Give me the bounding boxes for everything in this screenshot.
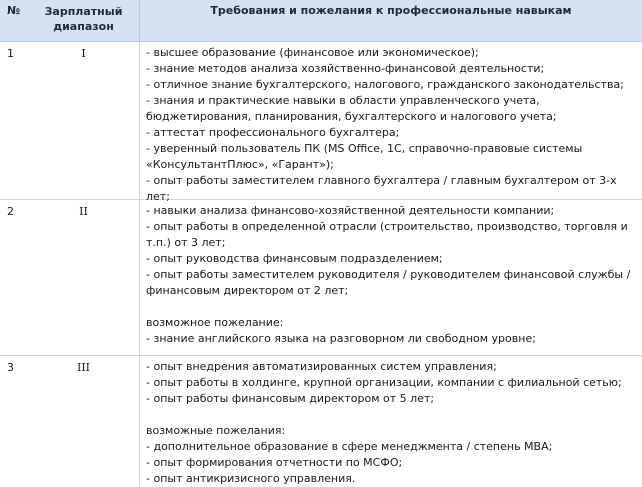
row-requirements: [139, 200, 642, 355]
requirement-item: - опыт работы в холдинге, крупной организации, компании с филиальной сетью;: [146, 376, 622, 389]
wish-item: - опыт формирования отчетности по МСФО;: [146, 456, 403, 469]
wish-item: - дополнительное образование в сфере менеджмента / степень MBA;: [146, 440, 553, 453]
requirement-item: - опыт работы в определенной отрасли (строительство, производство, торговля и т.п.) от 3 лет;: [146, 220, 628, 249]
table-row: [0, 200, 642, 356]
spacer: [146, 299, 638, 315]
header-salary-range: [28, 0, 139, 41]
row-num: 2: [7, 205, 14, 218]
requirement-item: - опыт руководства финансовым подразделением;: [146, 252, 443, 265]
requirement-item: - навыки анализа финансово-хозяйственной деятельности компании;: [146, 204, 555, 217]
row-requirements: [139, 356, 642, 487]
requirement-item: - опыт работы заместителем главного бухгалтера / главным бухгалтером от 3-х лет;: [146, 174, 617, 203]
wish-item: - опыт антикризисного управления.: [146, 472, 356, 485]
row-range: II: [79, 205, 88, 218]
table-header: [0, 0, 642, 42]
wish-item: - знание английского языка на разговорном ли свободном уровне;: [146, 332, 536, 345]
spacer: [146, 407, 638, 423]
requirement-item: - высшее образование (финансовое или экономическое);: [146, 46, 479, 59]
wish-title: возможные пожелания:: [146, 424, 286, 437]
requirement-item: - опыт работы заместителем руководителя / руководителем финансовой службы / финансовым директором от 2 лет;: [146, 268, 631, 297]
wish-title: возможное пожелание:: [146, 316, 284, 329]
table-row: [0, 42, 642, 203]
requirement-item: - уверенный пользователь ПК (MS Office, 1С, справочно-правовые системы «КонсультантПлюс», «Гарант»);: [146, 142, 583, 171]
row-num: 1: [7, 47, 14, 60]
requirement-item: - отличное знание бухгалтерского, налогового, гражданского законодательства;: [146, 78, 624, 91]
requirement-item: - знание методов анализа хозяйственно-финансовой деятельности;: [146, 62, 545, 75]
requirement-item: - опыт работы финансовым директором от 5 лет;: [146, 392, 435, 405]
row-requirements: [139, 42, 642, 203]
row-range: I: [81, 47, 86, 60]
header-requirements: Требования и пожелания к профессиональные навыкам: [139, 0, 642, 41]
header-salary-range-line2: диапазон: [53, 20, 114, 33]
row-num: 3: [7, 361, 14, 374]
requirement-item: - аттестат профессионального бухгалтера;: [146, 126, 400, 139]
header-num: №: [7, 4, 21, 17]
header-salary-range-line1: Зарплатный: [44, 5, 123, 18]
requirement-item: - знания и практические навыки в области управленческого учета, бюджетирования, планирования, бухгалтерского и налогового учета;: [146, 94, 557, 123]
table-row: [0, 356, 642, 487]
row-range: III: [76, 361, 91, 374]
requirement-item: - опыт внедрения автоматизированных систем управления;: [146, 360, 497, 373]
